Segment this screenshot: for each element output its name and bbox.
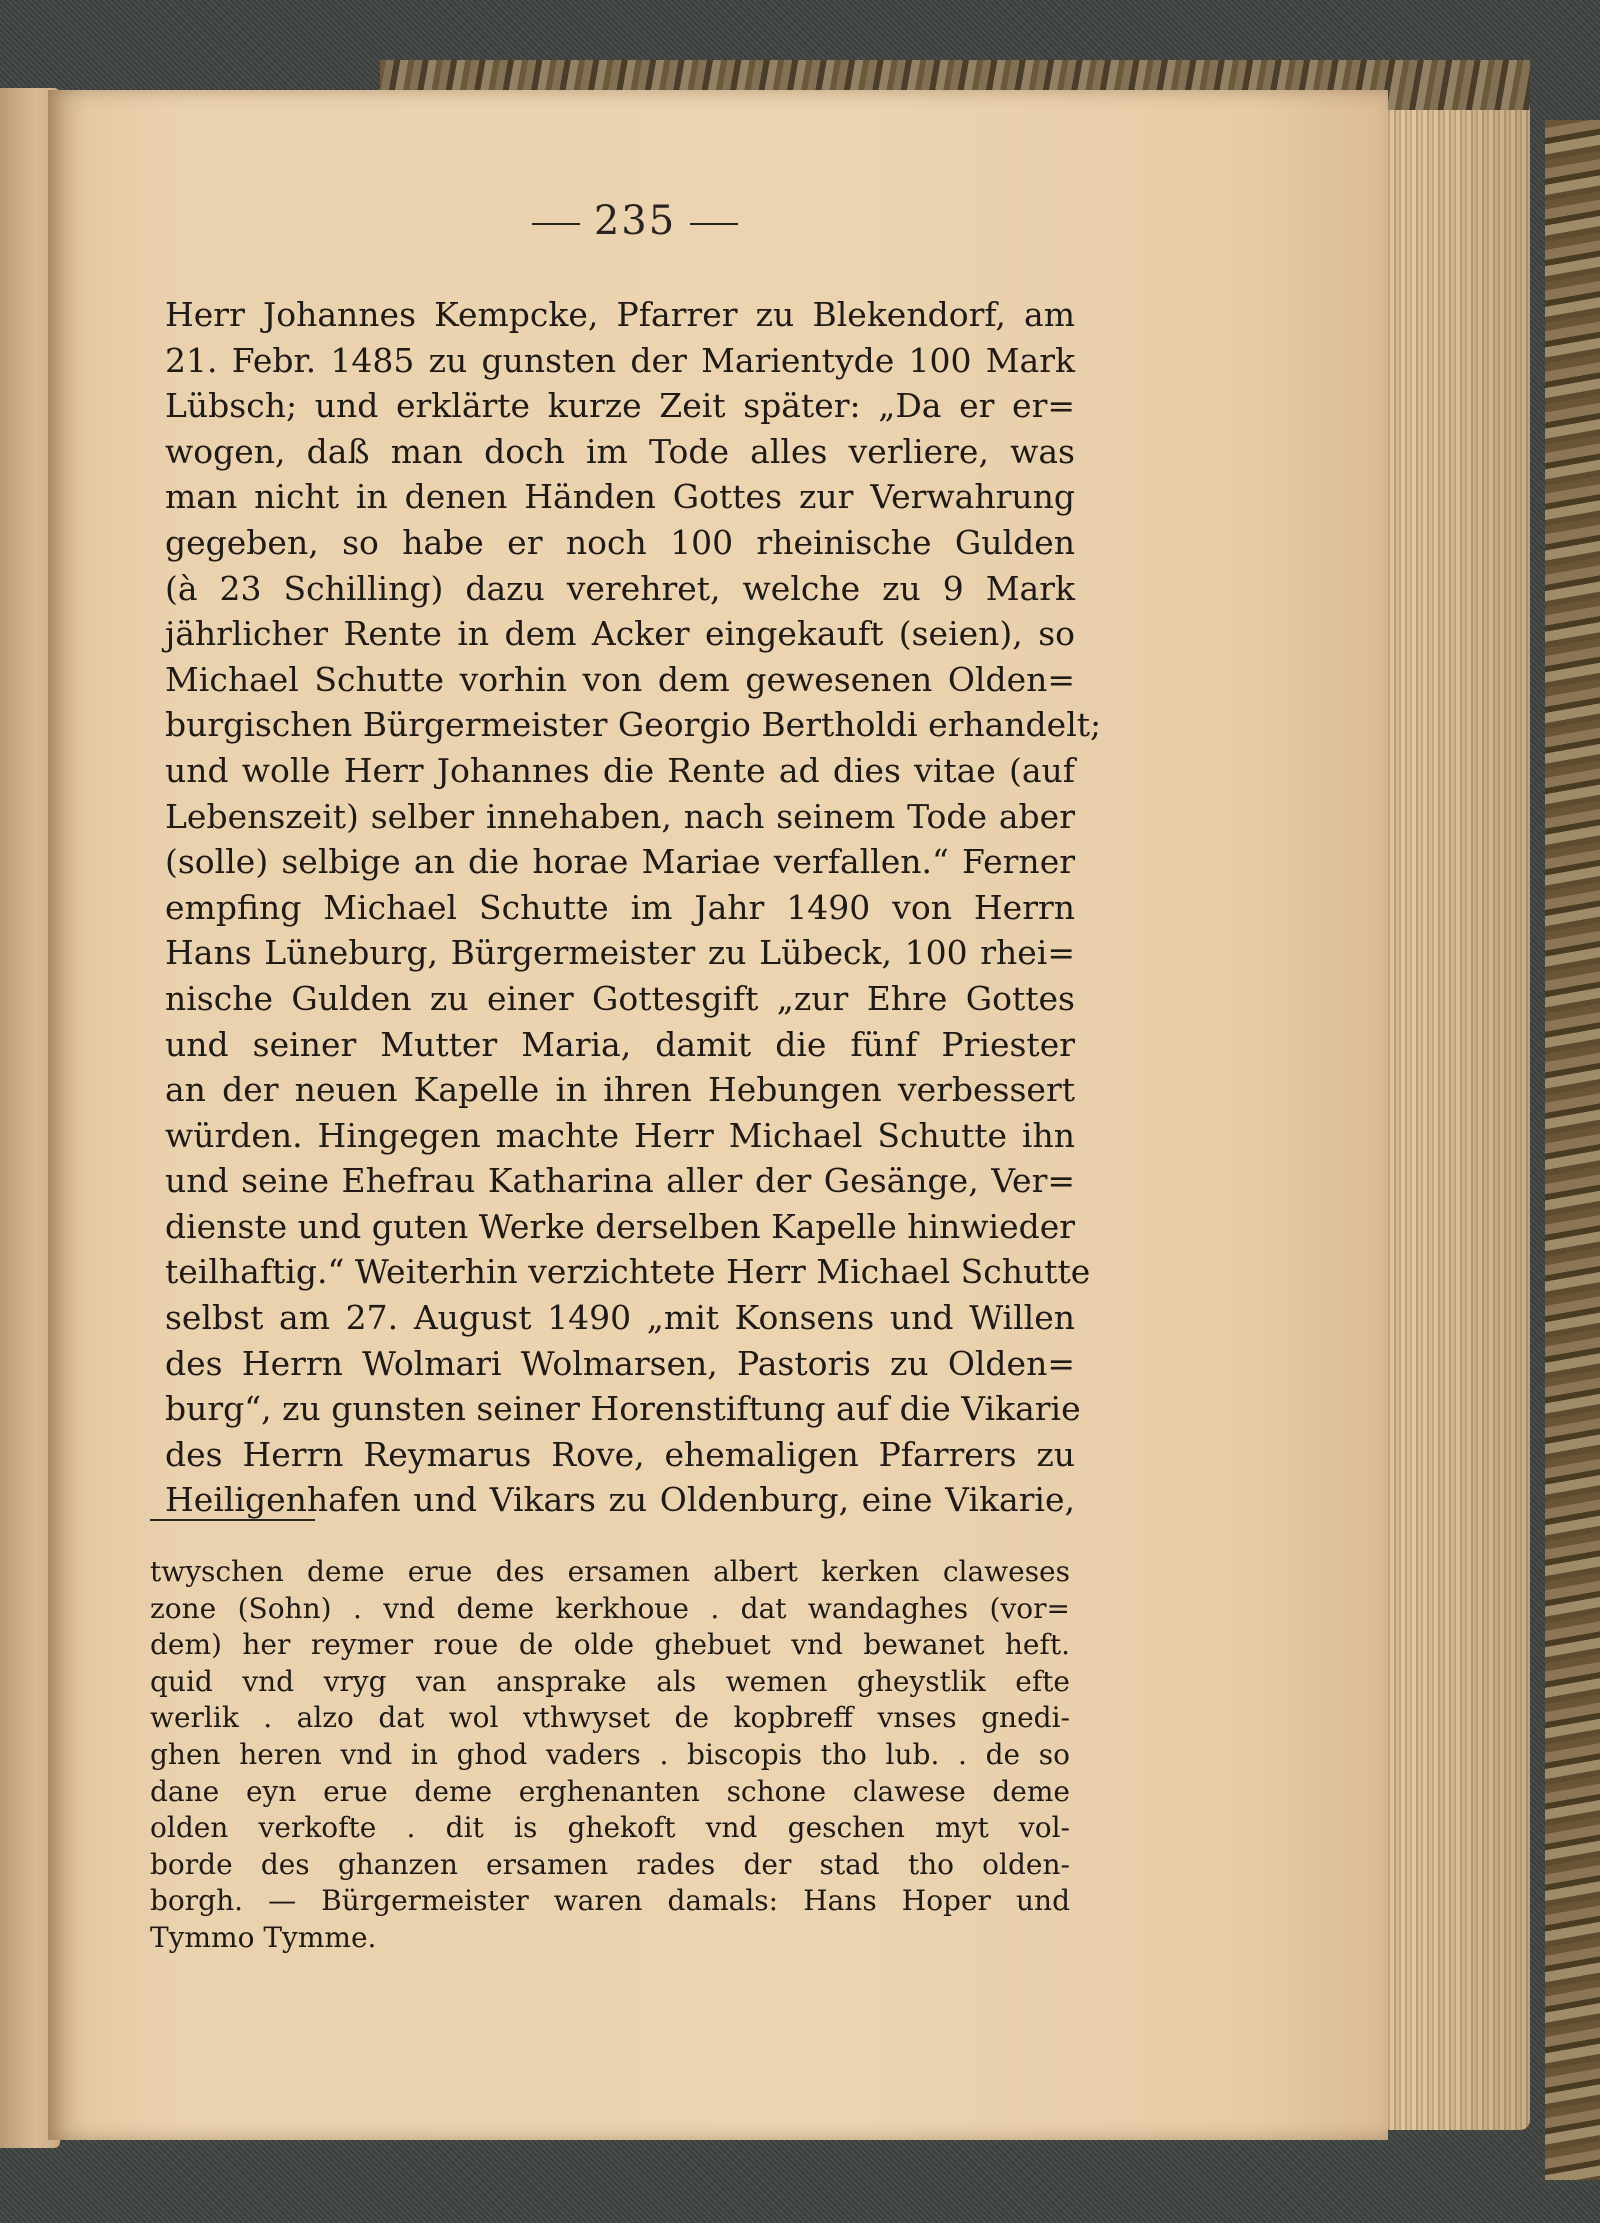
page-number-dash-right: [690, 223, 738, 225]
body-text-line: Hans Lüneburg, Bürgermeister zu Lübeck, 100 rhei=: [165, 933, 1075, 973]
footnote-line: olden verkofte . dit is ghekoft vnd geschen myt vol-: [150, 1811, 1070, 1845]
body-text-line: selbst am 27. August 1490 „mit Konsens und Willen: [165, 1298, 1075, 1338]
body-text-line: burgischen Bürgermeister Georgio Bertholdi erhandelt;: [165, 705, 1102, 745]
body-text-line: Michael Schutte vorhin von dem gewesenen Olden=: [165, 659, 1075, 699]
footnote-line: quid vnd vryg van ansprake als wemen gheystlik efte: [150, 1664, 1070, 1698]
footnote-line: Tymmo Tymme.: [150, 1920, 377, 1954]
body-text-line: und wolle Herr Johannes die Rente ad dies vitae (auf: [165, 750, 1075, 790]
marbled-edge-right: [1545, 120, 1600, 2180]
page-number-value: 235: [593, 198, 677, 244]
body-text-line: teilhaftig.“ Weiterhin verzichtete Herr Michael Schutte: [165, 1252, 1091, 1292]
body-text-line: 21. Febr. 1485 zu gunsten der Marientyde 100 Mark: [165, 340, 1075, 380]
footnote-line: ghen heren vnd in ghod vaders . biscopis tho lub. . de so: [150, 1737, 1070, 1771]
body-text-line: empfing Michael Schutte im Jahr 1490 von Herrn: [165, 887, 1075, 927]
footnote-line: dane eyn erue deme erghenanten schone clawese deme: [150, 1774, 1070, 1808]
body-text-line: des Herrn Reymarus Rove, ehemaligen Pfarrers zu: [165, 1434, 1075, 1474]
footnote-line: borgh. — Bürgermeister waren damals: Hans Hoper und: [150, 1884, 1070, 1918]
page-number-dash-left: [532, 223, 580, 225]
body-text-line: würden. Hingegen machte Herr Michael Schutte ihn: [165, 1115, 1075, 1155]
body-text-line: jährlicher Rente in dem Acker eingekauft (seien), so: [165, 614, 1075, 654]
body-text-line: Lebenszeit) selber innehaben, nach seinem Tode aber: [165, 796, 1075, 836]
footnote: [150, 1554, 1070, 1957]
page-number: [505, 198, 765, 244]
body-text-line: burg“, zu gunsten seiner Horenstiftung auf die Vikarie: [165, 1389, 1081, 1429]
body-text-line: nische Gulden zu einer Gottesgift „zur Ehre Gottes: [165, 978, 1075, 1018]
body-text-line: man nicht in denen Händen Gottes zur Verwahrung: [165, 477, 1075, 517]
body-text-line: an der neuen Kapelle in ihren Hebungen verbessert: [165, 1070, 1075, 1110]
body-text-line: und seiner Mutter Maria, damit die fünf Priester: [165, 1024, 1075, 1064]
footnote-line: twyschen deme erue des ersamen albert kerken claweses: [150, 1555, 1070, 1588]
body-text-line: des Herrn Wolmari Wolmarsen, Pastoris zu Olden=: [165, 1343, 1075, 1383]
body-text-line: gegeben, so habe er noch 100 rheinische Gulden: [165, 522, 1075, 562]
footnote-line: zone (Sohn) . vnd deme kerkhoue . dat wandaghes (vor=: [150, 1591, 1070, 1625]
footnote-rule: [150, 1519, 315, 1521]
body-text-line: Heiligenhafen und Vikars zu Oldenburg, eine Vikarie,: [165, 1480, 1075, 1520]
footnote-line: dem) her reymer roue de olde ghebuet vnd bewanet heft.: [150, 1628, 1070, 1662]
body-text-line: dienste und guten Werke derselben Kapelle hinwieder: [165, 1206, 1076, 1246]
footnote-line: borde des ghanzen ersamen rades der stad tho olden-: [150, 1847, 1070, 1881]
body-text-line: wogen, daß man doch im Tode alles verliere, was: [165, 431, 1075, 471]
body-text-line: und seine Ehefrau Katharina aller der Gesänge, Ver=: [165, 1161, 1075, 1201]
body-text: [165, 292, 1102, 1523]
footnote-line: werlik . alzo dat wol vthwyset de kopbreff vnses gnedi-: [150, 1701, 1070, 1735]
body-text-line: (à 23 Schilling) dazu verehret, welche zu 9 Mark: [165, 568, 1075, 608]
body-text-line: (solle) selbige an die horae Mariae verfallen.“ Ferner: [165, 842, 1075, 882]
body-text-line: Lübsch; und erklärte kurze Zeit später: „Da er er=: [165, 386, 1075, 426]
body-text-line: Herr Johannes Kempcke, Pfarrer zu Blekendorf, am: [165, 295, 1075, 334]
